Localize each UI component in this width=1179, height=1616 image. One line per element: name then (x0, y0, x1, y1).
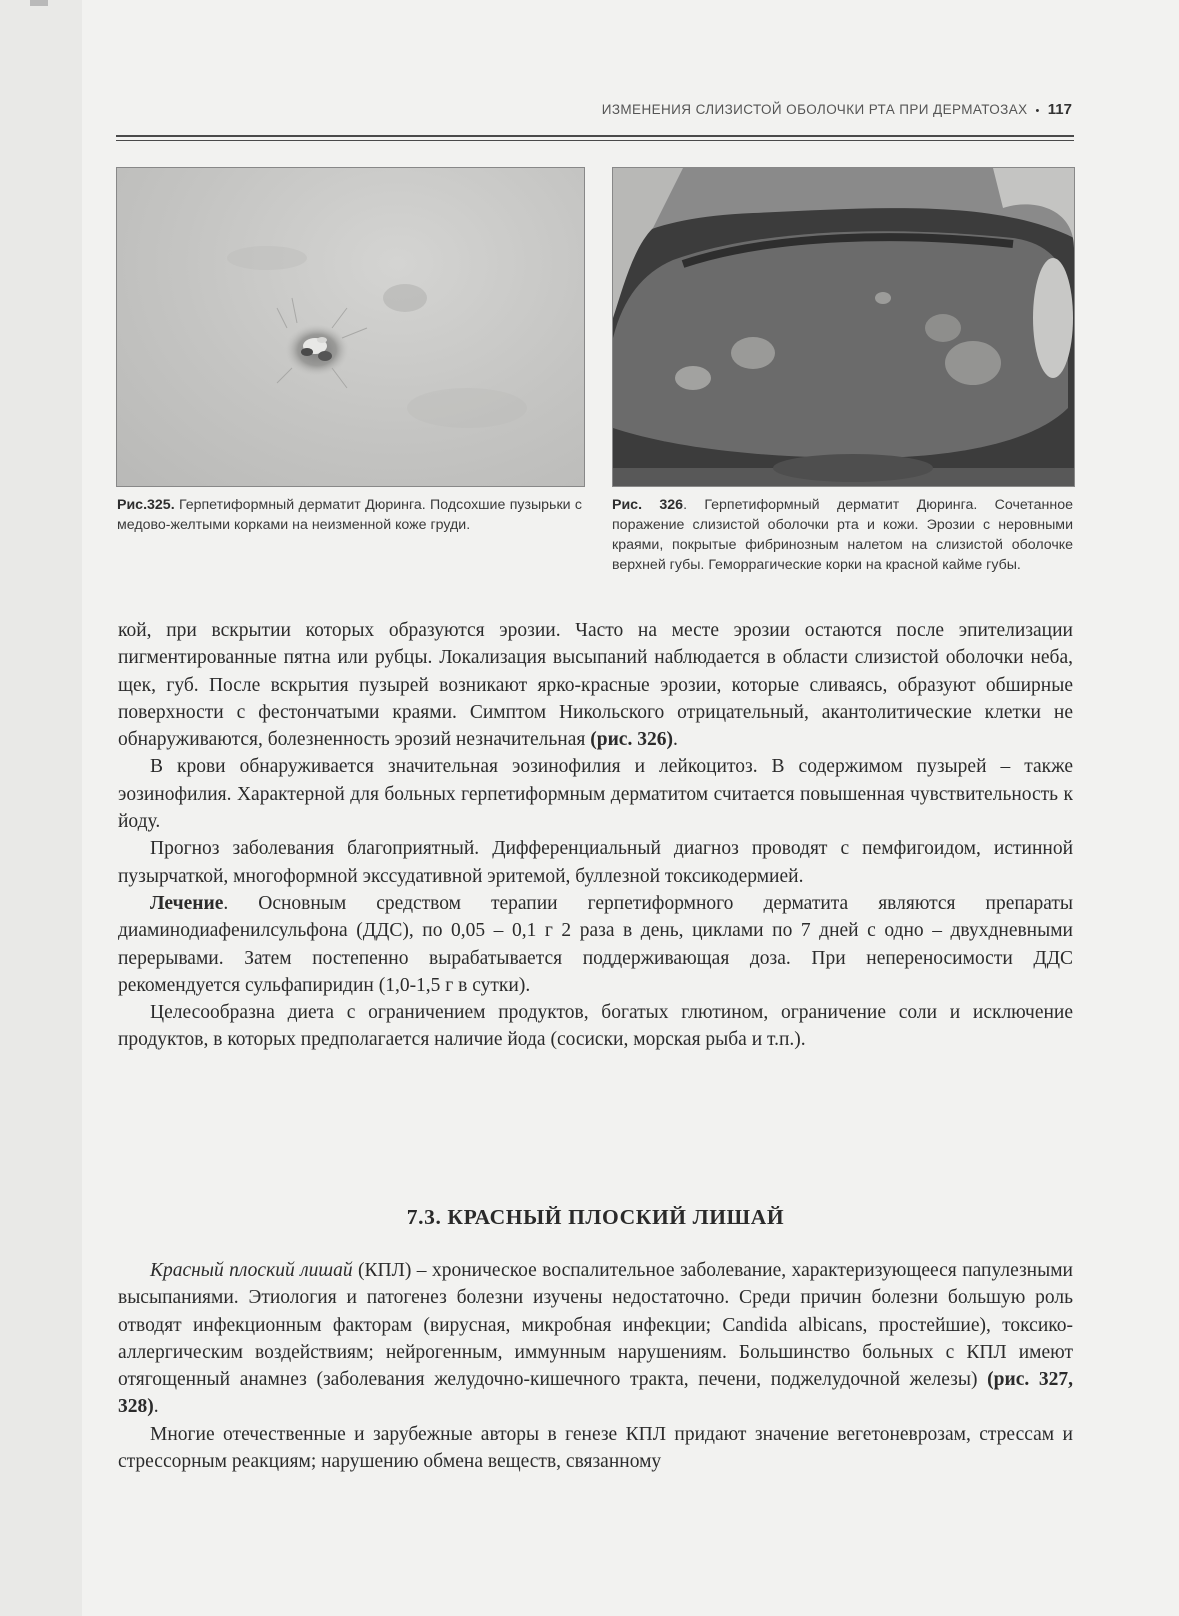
paragraph (118, 890, 1073, 999)
figure-reference: (рис. 326) (590, 729, 673, 751)
figure-325-caption-text: Герпетиформный дерматит Дюринга. Подсохшие пузырьки с медово-желтыми корками на неизменной коже груди. (117, 497, 582, 533)
figure-326-caption-text: . Герпетиформный дерматит Дюринга. Сочетанное поражение слизистой оболочки рта и кожи. Эрозии с неровными краями, покрытые фибринозным налетом на слизистой оболочке верхней губы. Геморрагические корки на красной кайме губы. (612, 497, 1073, 573)
lip-erosion-image (613, 168, 1074, 486)
body-text-lower (118, 1257, 1073, 1475)
page-number: 117 (1047, 101, 1072, 118)
header-rule-thin (116, 140, 1074, 141)
running-title: ИЗМЕНЕНИЯ СЛИЗИСТОЙ ОБОЛОЧКИ РТА ПРИ ДЕРМАТОЗАХ (601, 102, 1028, 117)
figure-325-photo (116, 167, 585, 487)
paragraph (118, 1257, 1073, 1421)
skin-lesion-image (117, 168, 584, 486)
paragraph-end: . (672, 729, 678, 751)
paragraph-end: . (153, 1396, 159, 1418)
term-italic: Красный плоский лишай (150, 1260, 353, 1281)
body-text-upper (118, 617, 1073, 1054)
figure-325-label: Рис.325. (117, 497, 175, 513)
running-header (552, 101, 1072, 118)
paragraph (118, 617, 1073, 753)
figure-326-caption (612, 495, 1073, 575)
paragraph: Многие отечественные и зарубежные авторы в генезе КПЛ придают значение вегетоневрозам, стрессам и стрессорным реакциям; нарушению обмена веществ, связанному (118, 1423, 1073, 1473)
figure-325-caption (117, 495, 582, 535)
treatment-lead: Лечение (150, 892, 224, 914)
section-heading: 7.3. КРАСНЫЙ ПЛОСКИЙ ЛИШАЙ (406, 1205, 785, 1229)
paragraph: В крови обнаруживается значительная эозинофилия и лейкоцитоз. В содержимом пузырей – также эозинофилия. Характерной для больных герпетиформным дерматитом считается повышенная чувствительность к йоду. (118, 756, 1073, 833)
paragraph-text: (КПЛ) – хроническое воспалительное заболевание, характеризующееся папулезными высыпаниями. Этиология и патогенез болезни изучены недостаточно. Среди причин болезни большую роль отводят инфекционным факторам (вирусная, микробная инфекции; Candida albicans, простейшие), токсико-аллергическим воздействиям; нейрогенным, иммунным нарушениям. Большинство больных с КПЛ имеют отягощенный анамнез (заболевания желудочно-кишечного тракта, печени, поджелудочной железы) (118, 1260, 1073, 1391)
figure-326-photo (612, 167, 1075, 487)
paragraph: Прогноз заболевания благоприятный. Дифференциальный диагноз проводят с пемфигоидом, истинной пузырчаткой, многоформной экссудативной эритемой, буллезной токсикодермией. (118, 838, 1073, 887)
paragraph: Целесообразна диета с ограничением продуктов, богатых глютином, ограничение соли и исключение продуктов, в которых предполагается наличие йода (сосиски, морская рыба и т.п.). (118, 1002, 1073, 1051)
paragraph-text: кой, при вскрытии которых образуются эрозии. Часто на месте эрозии остаются после эпителизации пигментированные пятна или рубцы. Локализация высыпаний наблюдается в области слизистой оболочки неба, щек, губ. После вскрытия пузырей возникают ярко-красные эрозии, которые сливаясь, образуют обширные поверхности с фестончатыми краями. Симптом Никольского отрицательный, акантолитические клетки не обнаруживаются, болезненность эрозий незначительная (118, 620, 1073, 751)
header-bullet: • (1035, 105, 1040, 117)
header-rule-thick (116, 135, 1074, 137)
paragraph-text: . Основным средством терапии герпетиформного дерматита являются препараты диаминодиафенилсульфона (ДДС), по 0,05 – 0,1 г 2 раза в день, циклами по 7 дней с одно – двухдневными перерывами. Затем постепенно вырабатывается поддерживающая доза. При непереносимости ДДС рекомендуется сульфапиридин (1,0-1,5 г в сутки). (118, 892, 1073, 996)
figure-reference: (рис. 327, 328) (118, 1369, 1073, 1418)
figure-326-label: Рис. 326 (612, 497, 684, 513)
scan-edge-mark (30, 0, 48, 6)
